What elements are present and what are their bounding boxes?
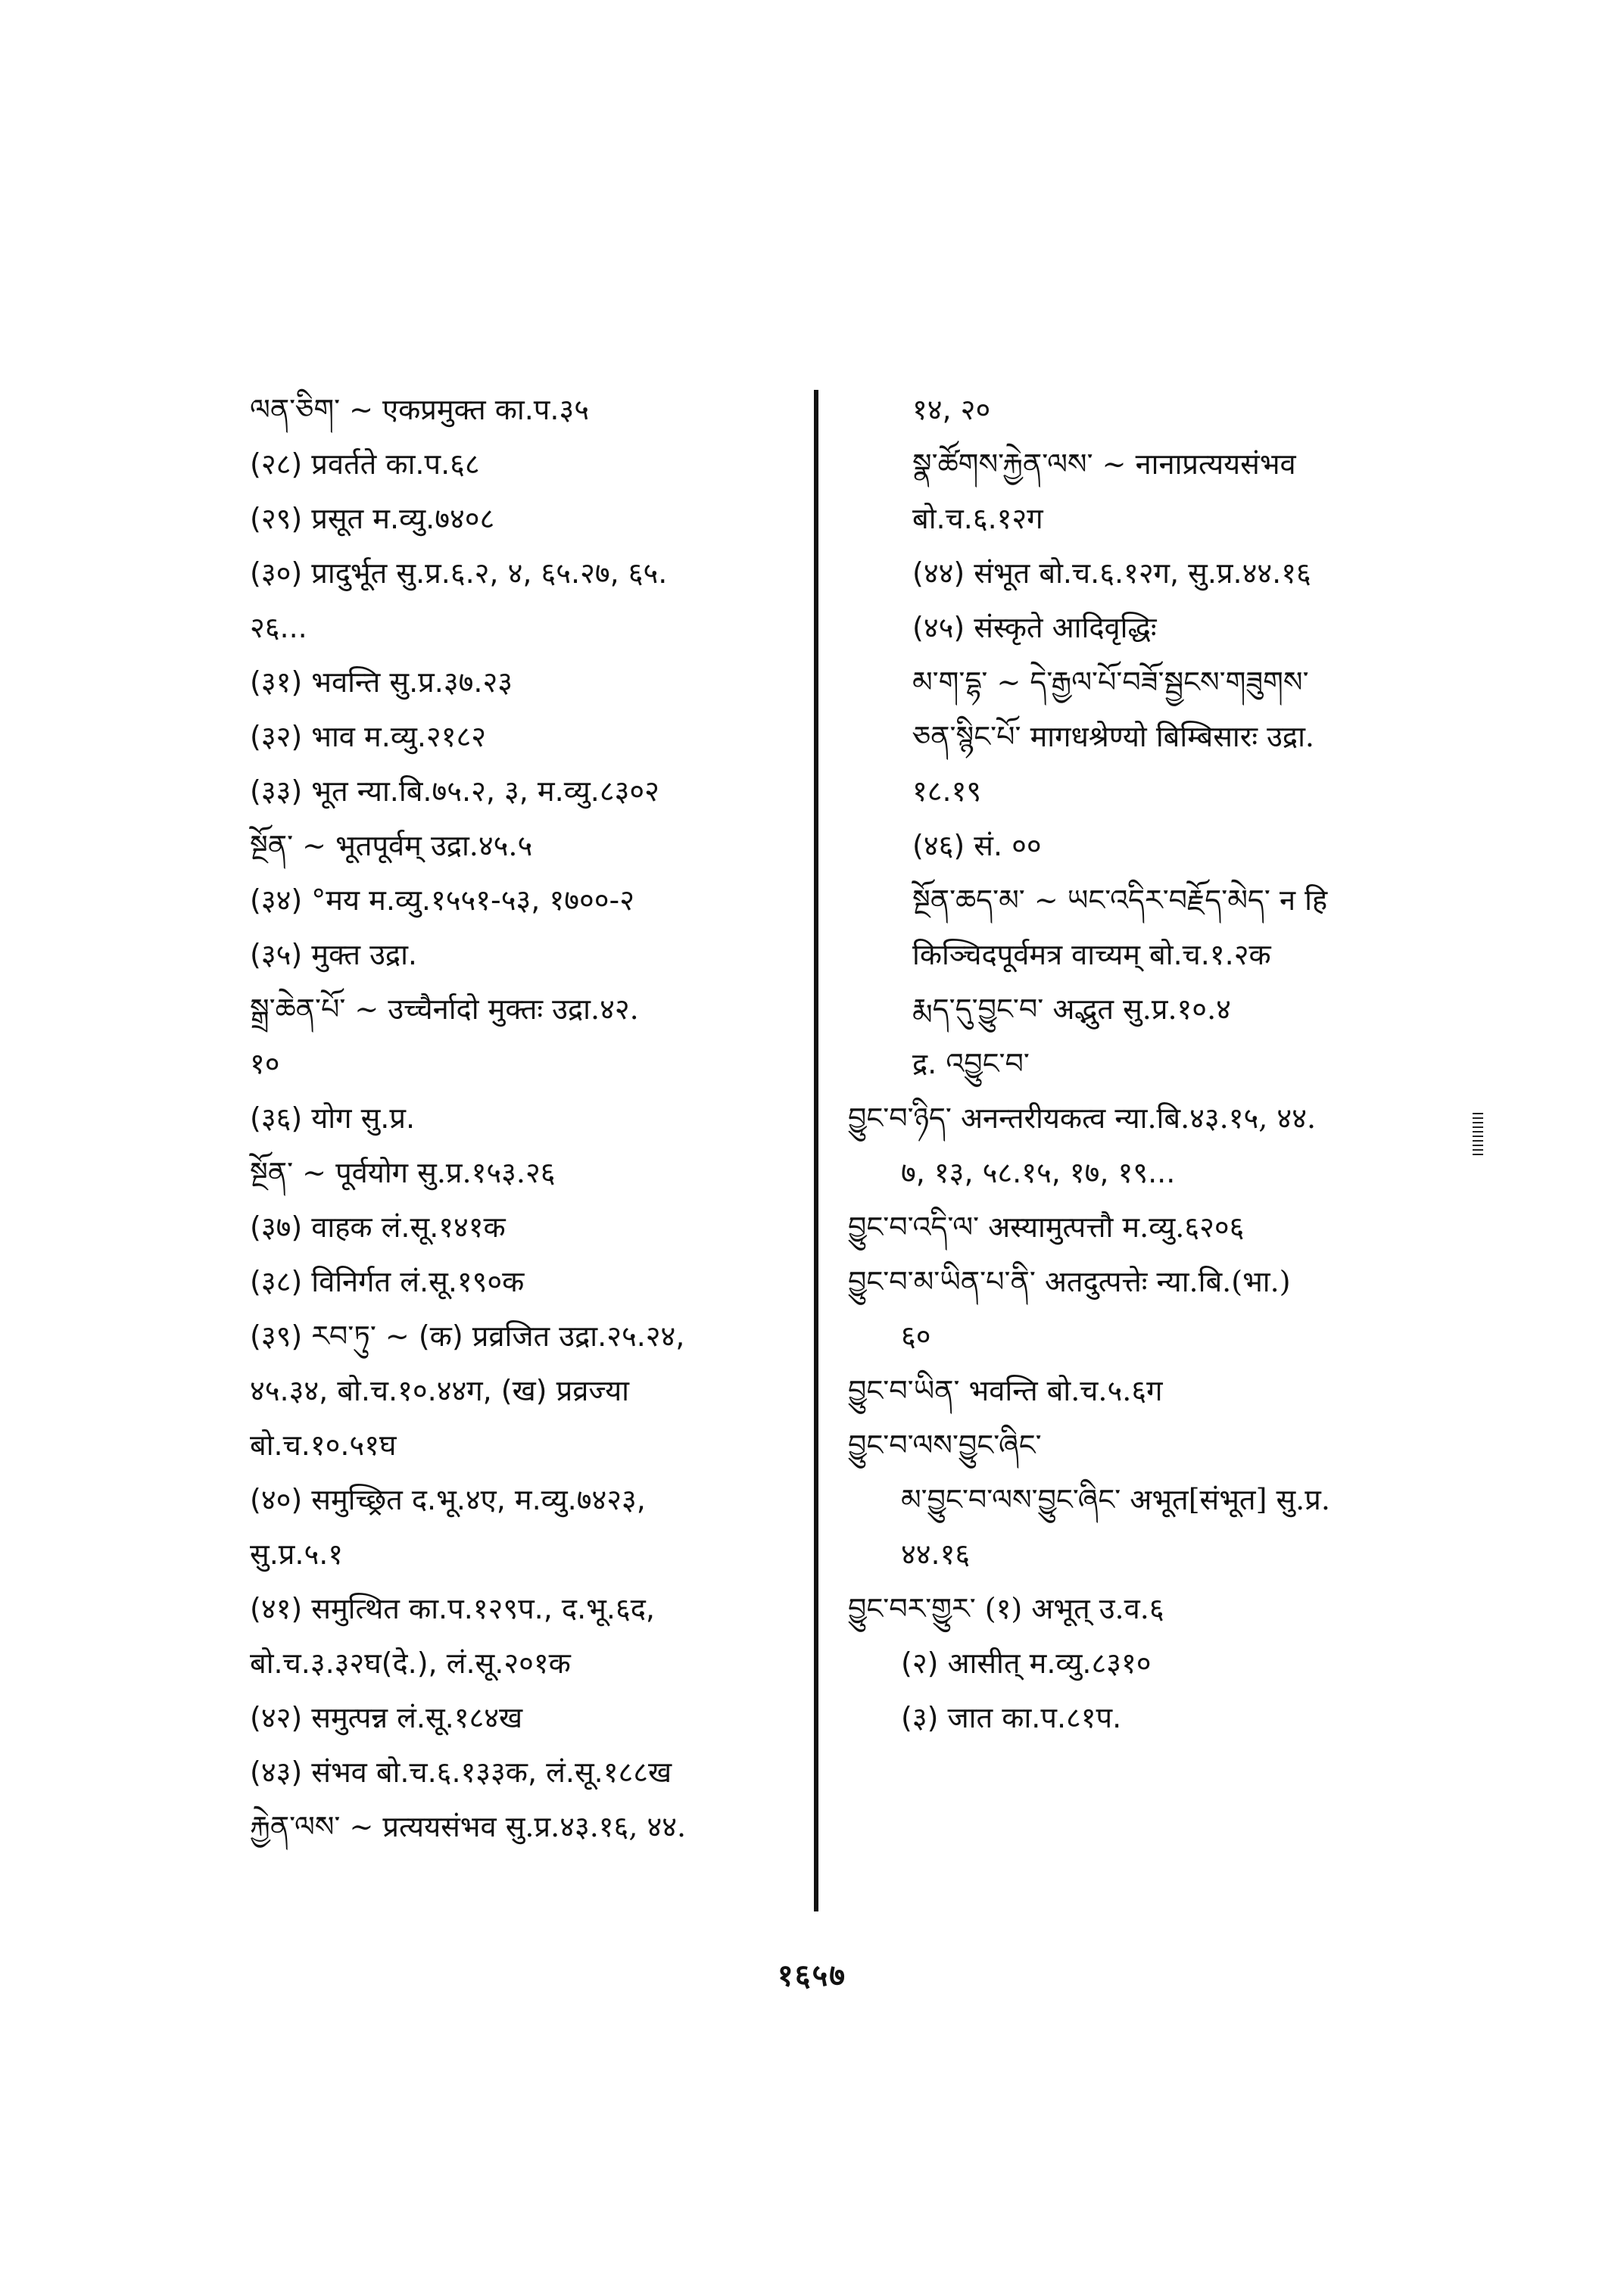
entry-line: बो.च.१०.५१घ: [250, 1428, 397, 1462]
entry-line: རྨད་དུ་བྱུང་བ་ अद्भुत सु.प्र.१०.४: [912, 992, 1231, 1026]
entry-line: द्र. འབྱུང་བ་: [912, 1047, 1030, 1080]
entry-line: ६०: [901, 1319, 931, 1353]
entry-line: २६...: [250, 611, 307, 644]
entry-line: किञ्चिदपूर्वमत्र वाच्यम् बो.च.१.२क: [912, 938, 1271, 971]
entry-line: (४२) समुत्पन्न लं.सू.१८४ख: [250, 1701, 523, 1734]
entry-line: (३२) भाव म.व्यु.२१८२: [250, 720, 486, 753]
page-number: १६५७: [777, 1958, 847, 1993]
entry-line: ཅན་སྙིང་པོ་ मागधश्रेण्यो बिम्बिसारः उद्रा.: [912, 720, 1314, 753]
entry-line: (३४) °मय म.व्यु.१५५१-५३, १७००-२: [250, 883, 634, 917]
entry-line: १४, २०: [912, 393, 991, 426]
entry-line: १०: [250, 1047, 280, 1080]
column-divider: [814, 390, 818, 1911]
entry-line: (४१) समुत्थित का.प.१२९प., द.भू.६द,: [250, 1592, 655, 1625]
entry-line: སྒྲ་ཆེན་པོ་ ~ उच्चैर्नादो मुक्तः उद्रा.४२.: [250, 992, 639, 1026]
entry-line: (३१) भवन्ति सु.प्र.३७.२३: [250, 665, 513, 699]
entry-line: བྱུང་བར་གྱུར་ (१) अभूत् उ.व.६: [848, 1592, 1164, 1625]
entry-line: (३५) मुक्त उद्रा.: [250, 938, 418, 971]
entry-line: བྱུང་བ་ལས་བྱུང་ཞིང་: [848, 1428, 1042, 1462]
entry-line: བྱུང་བ་ཉིད་ अनन्तरीयकत्व न्या.बि.४३.१५, ४४.: [848, 1101, 1317, 1135]
entry-line: (४०) समुच्छ्रित द.भू.४ए, म.व्यु.७४२३,: [250, 1483, 646, 1516]
entry-line: (४३) संभव बो.च.६.१३३क, लं.सू.१८८ख: [250, 1756, 672, 1789]
entry-line: (३०) प्रादुर्भूत सु.प्र.६.२, ४, ६५.२७, ६५.: [250, 556, 668, 590]
entry-line: ४५.३४, बो.च.१०.४४ग, (ख) प्रव्रज्या: [250, 1374, 629, 1407]
entry-line: बो.च.६.१२ग: [912, 502, 1043, 535]
entry-line: (४४) संभूत बो.च.६.१२ग, सु.प्र.४४.१६: [912, 556, 1311, 590]
entry-line: बो.च.३.३२घ(दे.), लं.सू.२०१क: [250, 1647, 571, 1680]
margin-mark: [1473, 1113, 1483, 1158]
entry-line: १८.१९: [912, 774, 982, 808]
entry-line: བྱུང་བ་འདི་ལ་ अस्यामुत्पत्तौ म.व्यु.६२०६: [848, 1210, 1245, 1244]
entry-line: མ་བྱུང་བ་ལས་བྱུང་ཞིང་ अभूत[संभूत] सु.प्र.: [901, 1483, 1330, 1516]
entry-line: བྱུང་བ་མ་ཡིན་པ་ནི་ अतदुत्पत्तेः न्या.बि.(भा.): [848, 1265, 1291, 1298]
entry-line: སྔོན་ ~ भूतपूर्वम् उद्रा.४५.५: [250, 829, 533, 862]
entry-line: མ་ག་དྷ་ ~ དེ་རྒྱལ་པོ་བཟོ་སྦྱངས་གཟུགས་: [912, 665, 1309, 699]
entry-line: (२८) प्रवर्तते का.प.६८: [250, 447, 480, 481]
entry-line: सु.प्र.५.१: [250, 1537, 344, 1571]
entry-line: (३९) རབ་ཏུ་ ~ (क) प्रव्रजित उद्रा.२५.२४,: [250, 1319, 685, 1353]
right-column: [848, 382, 1469, 1745]
entry-line: (२९) प्रसूत म.व्यु.७४०८: [250, 502, 495, 535]
entry-line: ལན་ཅིག་ ~ एकप्रमुक्त का.प.३५: [250, 393, 589, 426]
entry-line: སྔོན་ ~ पूर्वयोग सु.प्र.१५३.२६: [250, 1156, 556, 1189]
entry-line: ७, १३, ५८.१५, १७, १९...: [901, 1156, 1176, 1189]
entry-line: (३७) वाहक लं.सू.१४१क: [250, 1210, 506, 1244]
entry-line: སྔོན་ཆད་མ་ ~ ཡང་འདིར་བརྗོད་མེད་ न हि: [912, 883, 1328, 917]
entry-line: (४५) संस्कृते आदिवृद्धिः: [912, 611, 1157, 644]
entry-line: (४६) सं. ००: [912, 829, 1042, 862]
entry-line: ४४.१६: [901, 1537, 971, 1571]
entry-line: (३६) योग सु.प्र.: [250, 1101, 416, 1135]
entry-line: (२) आसीत् म.व्यु.८३१०: [901, 1647, 1152, 1680]
entry-line: རྐྱེན་ལས་ ~ प्रत्ययसंभव सु.प्र.४३.१६, ४४.: [250, 1810, 687, 1843]
left-column: [250, 382, 803, 1854]
entry-line: སྣ་ཚོགས་རྐྱེན་ལས་ ~ नानाप्रत्ययसंभव: [912, 447, 1296, 481]
entry-line: (३३) भूत न्या.बि.७५.२, ३, म.व्यु.८३०२: [250, 774, 659, 808]
entry-line: (३) जात का.प.८१प.: [901, 1701, 1122, 1734]
entry-line: བྱུང་བ་ཡིན་ भवन्ति बो.च.५.६ग: [848, 1374, 1163, 1407]
entry-line: (३८) विनिर्गत लं.सू.१९०क: [250, 1265, 525, 1298]
